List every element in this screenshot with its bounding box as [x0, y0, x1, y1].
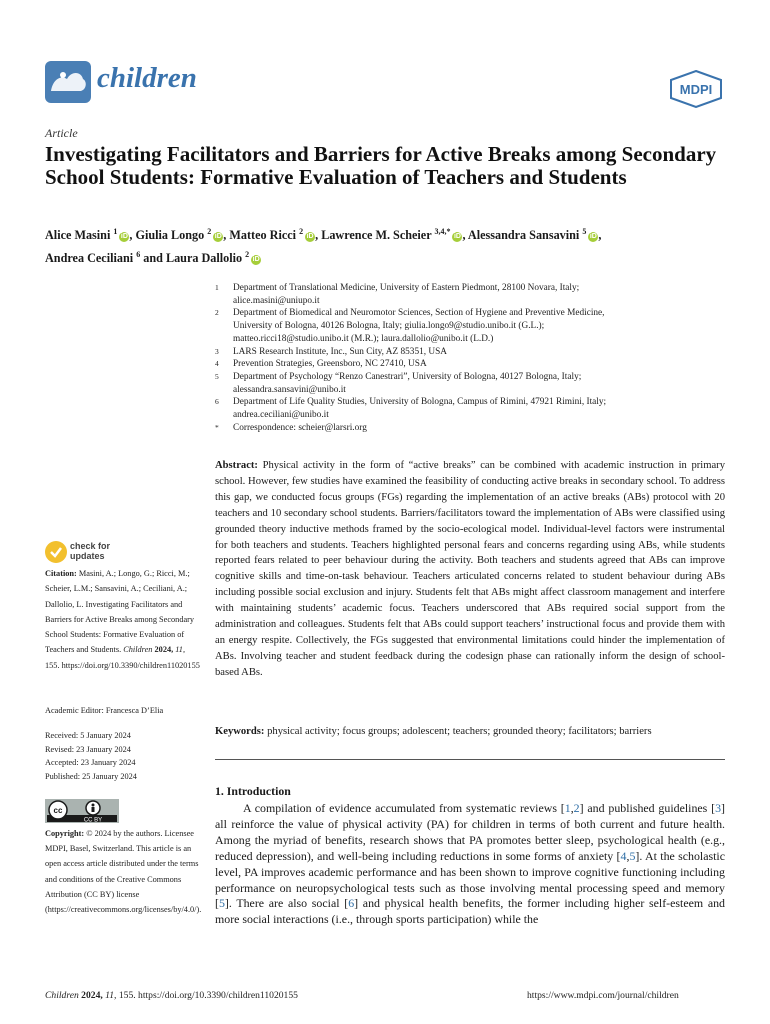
footer-year: 2024, — [81, 990, 103, 1001]
date-revised: Revised: 23 January 2024 — [45, 744, 131, 754]
affiliation-item — [215, 371, 715, 396]
affiliation-line: University of Bologna, 40126 Bologna, Italy; giulia.longo9@studio.unibo.it (G.L.); — [233, 321, 545, 332]
introduction-body — [215, 801, 725, 928]
copyright-text: © 2024 by the authors. Licensee MDPI, Basel, Switzerland. This article is an open access article distributed under the terms and conditions of the Creative Commons Attribution (CC BY) license (https://creativecommons.org/licenses/by/4.0/). — [45, 829, 202, 915]
affiliation-item — [215, 346, 715, 359]
affiliation-line: matteo.ricci18@studio.unibo.it (M.R.); laura.dallolio@unibo.it (L.D.) — [233, 333, 494, 344]
footer-volume: 11, — [105, 990, 117, 1001]
author-affiliation: 3,4,* — [434, 227, 451, 236]
author-affiliation: 2 — [245, 250, 250, 260]
copyright-block — [45, 826, 200, 917]
abstract — [215, 458, 725, 681]
orcid-icon[interactable]: iD — [252, 256, 260, 264]
affiliation-number: 5 — [215, 371, 219, 381]
section-divider — [215, 759, 725, 760]
affiliation-item — [215, 282, 715, 307]
author-joiner: and — [143, 251, 163, 266]
check-updates-icon[interactable] — [45, 541, 67, 563]
footer-citation — [45, 990, 298, 1001]
intro-text: , — [570, 801, 574, 815]
intro-text: , — [626, 848, 630, 863]
author-name[interactable]: Andrea Ceciliani — [45, 251, 134, 266]
affiliation-number: 6 — [215, 397, 219, 407]
intro-text: ] and published guidelines [ — [579, 801, 716, 815]
affiliation-email[interactable]: andrea.ceciliani@unibo.it — [233, 410, 329, 421]
affiliation-email[interactable]: alice.masini@uniupo.it — [233, 295, 320, 306]
intro-text: ] all reinforce the value of physical activity (PA) for children in terms of both current and future health. Among the myriad of benefits, research shows that PA promotes better sleep, psychological health (e.g., reduced depression), and well-being including reductions in some forms of anxiety [ — [215, 801, 726, 863]
footer-journal: Children — [45, 990, 79, 1001]
publication-dates — [45, 729, 200, 784]
check-updates-line: check for — [70, 541, 111, 551]
check-updates-line: updates — [70, 550, 105, 561]
author-name[interactable]: Laura Dallolio — [165, 251, 243, 266]
check-updates-button[interactable] — [70, 542, 110, 561]
affiliation-list — [215, 282, 715, 434]
author-name[interactable]: Giulia Longo — [135, 228, 205, 243]
author-name[interactable]: Lawrence M. Scheier — [321, 228, 432, 243]
affiliation-item — [215, 307, 715, 345]
paper-title: Investigating Facilitators and Barriers for Active Breaks among Secondary School Students: Formative Evaluation of Teachers and Students — [45, 142, 717, 189]
citation-link[interactable]: 3 — [715, 801, 722, 815]
citation-block — [45, 566, 200, 673]
section-heading: 1. Introduction — [215, 784, 291, 798]
author-affiliation: 2 — [207, 227, 212, 236]
cc-by-license-icon[interactable] — [45, 799, 119, 823]
intro-text: ]. At the scholastic level, PA improves academic performance and has been shown to improve cognitive functioning including performance on neuropsychological tests such as those involving mental processing speed and memory [ — [215, 848, 726, 911]
author-affiliation: 5 — [582, 227, 587, 236]
author-name[interactable]: Matteo Ricci — [229, 228, 297, 243]
affiliation-line: Department of Biomedical and Neuromotor Sciences, Section of Hygiene and Preventive Medicine, — [233, 308, 605, 319]
intro-text: ]. There are also social [ — [224, 896, 349, 911]
citation-label: Citation: — [45, 569, 77, 578]
keywords — [215, 724, 725, 739]
footer-doi[interactable]: 155. https://doi.org/10.3390/children11020155 — [118, 990, 298, 1001]
svg-text:cc: cc — [53, 806, 63, 815]
affiliation-number: 2 — [215, 308, 219, 318]
affiliation-line: LARS Research Institute, Inc., Sun City, AZ 85351, USA — [233, 346, 447, 357]
affiliation-item — [215, 358, 715, 371]
citation-volume: 11, — [175, 645, 186, 655]
correspondence-line[interactable]: Correspondence: scheier@larsri.org — [233, 422, 367, 433]
author-name[interactable]: Alessandra Sansavini — [467, 228, 580, 243]
affiliation-line: Department of Life Quality Studies, University of Bologna, Campus of Rimini, 47921 Rimini, Italy; — [233, 397, 607, 408]
journal-name[interactable]: children — [97, 62, 197, 94]
affiliation-item — [215, 422, 715, 435]
author-name[interactable]: Alice Masini — [45, 228, 111, 243]
keywords-label: Keywords: — [215, 726, 265, 737]
abstract-label: Abstract: — [215, 460, 258, 471]
citation-year: 2024, — [154, 645, 174, 655]
affiliation-item — [215, 396, 715, 421]
author-affiliation: 6 — [136, 250, 141, 260]
intro-text: ] and physical health benefits, the former including higher self-esteem and more social interactions (i.e., through sports participation) while the — [215, 896, 725, 927]
author-list: Alice Masini $^1$iD , Giulia Longo $^2$iD , Matteo Ricci $^2$iD , Lawrence M. Scheier $^{3,4,*}$iD , Alessandra Sansavini $^5$iD , Andrea Ceciliani $^6$ and Laura Dallolio $^2$iD — [45, 227, 602, 266]
citation-link[interactable]: 6 — [348, 896, 355, 911]
cc-by-label: CC BY — [83, 817, 103, 823]
date-published: Published: 25 January 2024 — [45, 772, 137, 782]
affiliation-line: Department of Translational Medicine, University of Eastern Piedmont, 28100 Novara, Italy; — [233, 283, 580, 293]
intro-text: A compilation of evidence accumulated from systematic reviews [ — [243, 801, 565, 815]
citation-text: Masini, A.; Longo, G.; Ricci, M.; Scheier, L.M.; Sansavini, A.; Ceciliani, A.; Dallolio, L. Investigating Facilitators and Barriers for Active Breaks among Secondary School Students: Formative Evaluation of Teachers and Students. — [45, 569, 195, 655]
date-received: Received: 5 January 2024 — [45, 731, 131, 740]
mdpi-logo-text: MDPI — [679, 82, 713, 97]
citation-link[interactable]: 4 — [620, 848, 627, 863]
date-accepted: Accepted: 23 January 2024 — [45, 758, 136, 768]
orcid-icon[interactable]: iD — [453, 233, 461, 241]
citation-doi[interactable]: 155. https://doi.org/10.3390/children11020155 — [45, 660, 200, 670]
affiliation-line: Prevention Strategies, Greensboro, NC 27410, USA — [233, 359, 427, 370]
abstract-text: Physical activity in the form of “active breaks” can be combined with academic instruction in primary school. However, few studies have examined the feasibility of conducting active breaks in secondary school. To address this gap, we conducted focus groups (FGs) regarding the implementation of an active breaks (ABs) protocol with 20 teachers and 10 secondary school students. Barriers/facilitators toward the implementation of ABs were classified using grounded theory inductive methods framed by the socio-ecological model. Individual-level factors were instrumental for both teachers and students. Teachers highlighted personal fears and concerns regarding using ABs, while students reported fears related to peer behaviour during the activity. Both teachers and students agreed that ABs can improve cognitive skills and time-on-task behaviour. Teachers articulated concerns related to student behaviour during ABs including possible social exclusion and injury. Students felt that ABs might affect classroom management and interfere with maintaining students’ academic focus. Teachers underscored that ABs required social support from the administration and colleagues. Students felt that ABs could support teachers’ instructional focus and provide them with an energy respite. Collectively, the FGs suggested that environmental limitations could hinder the implementation of ABs. Involving teacher and student feedback during the codesign phase can rationally inform the design of school-based ABs. — [215, 460, 725, 678]
affiliation-number: * — [215, 422, 219, 432]
affiliation-number: 3 — [215, 346, 219, 356]
citation-link[interactable]: 1 — [564, 801, 571, 815]
orcid-icon[interactable]: iD — [306, 233, 314, 241]
copyright-label: Copyright: — [45, 829, 85, 838]
orcid-icon[interactable]: iD — [589, 233, 597, 241]
journal-logo-icon — [45, 61, 91, 103]
citation-link[interactable]: 5 — [218, 896, 225, 911]
citation-link[interactable]: 2 — [573, 801, 580, 815]
affiliation-line: Department of Psychology “Renzo Canestrari”, University of Bologna, 40127 Bologna, Italy; — [233, 371, 582, 382]
orcid-icon[interactable]: iD — [120, 233, 128, 241]
mdpi-logo[interactable] — [668, 70, 724, 108]
orcid-icon[interactable]: iD — [214, 233, 222, 241]
author-affiliation: 1 — [113, 227, 118, 236]
keywords-text: physical activity; focus groups; adolescent; teachers; grounded theory; facilitators; barriers — [267, 726, 652, 737]
affiliation-number: 1 — [215, 283, 219, 292]
author-affiliation: 2 — [299, 227, 304, 236]
article-type: Article — [45, 126, 78, 140]
citation-journal: Children — [123, 645, 153, 655]
affiliation-number: 4 — [215, 359, 219, 369]
academic-editor: Academic Editor: Francesca D’Elia — [45, 706, 164, 715]
footer-journal-url[interactable]: https://www.mdpi.com/journal/children — [527, 990, 679, 1001]
citation-link[interactable]: 5 — [629, 848, 636, 863]
affiliation-email[interactable]: alessandra.sansavini@unibo.it — [233, 384, 346, 395]
